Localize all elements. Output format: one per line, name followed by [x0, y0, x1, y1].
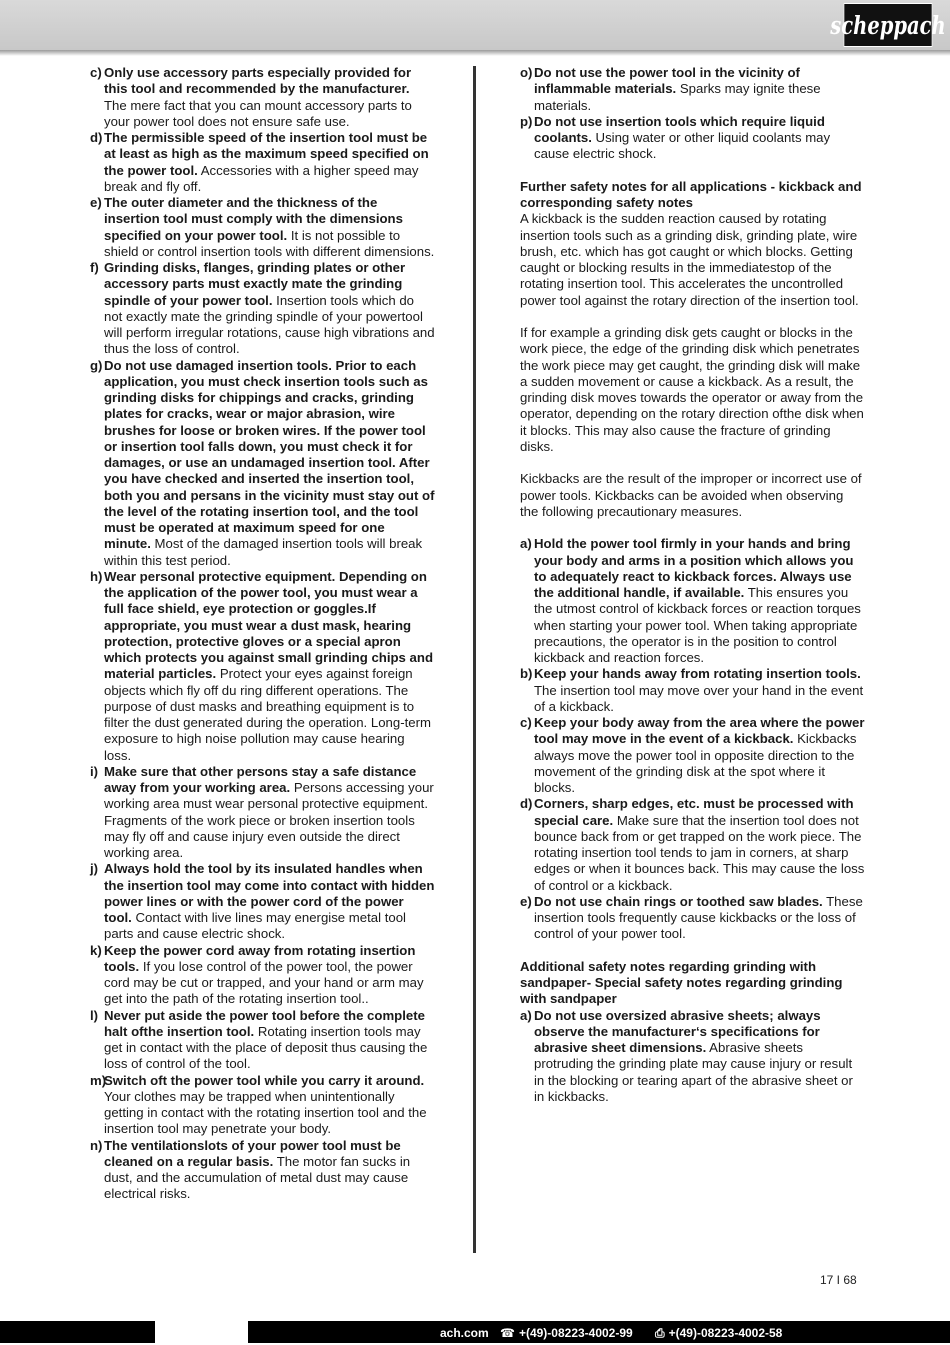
- item-label: c): [90, 65, 102, 80]
- item-text: The insertion tool may move over your hand in the event of a kickback.: [534, 682, 864, 714]
- item-label: a): [520, 1007, 532, 1023]
- safety-item: [90, 65, 435, 130]
- safety-item: [90, 1073, 435, 1138]
- item-bold-text: Never put aside the power tool before the complete halt ofthe insertion tool.: [104, 1007, 425, 1039]
- item-bold-text: Wear personal protective equipment. Depending on the application of the power tool, you must wear a full face shield, eye protection or goggles.If appropriate, you must wear a dust mask, hearing protection, protective gloves or a special apron which protects you against small grinding chips and material particles.: [104, 568, 434, 682]
- item-label: i): [90, 763, 99, 779]
- footer-fax-number: +(49)-08223-4002-58: [668, 1326, 783, 1340]
- item-body: [104, 1008, 435, 1073]
- item-body: [534, 114, 865, 163]
- phone-icon: ☎: [500, 1326, 515, 1340]
- item-bold-text: The ventilationslots of your power tool must be cleaned on a regular basis.: [104, 1137, 401, 1169]
- item-text: Rotating insertion tools may get in contact with the place of deposit thus causing the loss of control of the tool.: [104, 1023, 428, 1072]
- item-bold-text: The permissible speed of the insertion tool must be at least as high as the maximum speed specified on the power tool.: [104, 130, 429, 178]
- item-label: a): [520, 536, 532, 552]
- item-bold-text: Keep the power cord away from rotating insertion tools.: [104, 942, 416, 974]
- item-body: [104, 65, 435, 130]
- column-divider: [473, 66, 476, 1253]
- safety-item: [520, 666, 865, 715]
- item-text: Most of the damaged insertion tools will break within this test period.: [104, 536, 423, 568]
- item-label: f): [90, 260, 99, 275]
- item-text: Your clothes may be trapped when unintentionally getting in contact with the rotating insertion tool and the insertion tool may penetrate your body.: [104, 1088, 427, 1137]
- item-body: [104, 861, 435, 942]
- item-text: Accessories with a higher speed may break and fly off.: [104, 162, 419, 194]
- item-bold-text: Do not use insertion tools which require liquid coolants.: [534, 113, 825, 145]
- safety-item: [90, 1008, 435, 1073]
- header-shadow: [0, 50, 950, 56]
- item-bold-text: Make sure that other persons stay a safe distance away from your working area.: [104, 763, 417, 795]
- item-text: This ensures you the utmost control of kickback forces or reaction torques when starting your power tool. When taking appropriate precautions, the operator is in the position to control kickback and reaction forces.: [534, 585, 861, 665]
- item-body: [104, 260, 435, 358]
- fax-icon: ⎙: [655, 1326, 665, 1340]
- item-text: Using water or other liquid coolants may cause electric shock.: [534, 130, 831, 162]
- kickback-paragraph-1: A kickback is the sudden reaction caused by rotating insertion tools such as a grinding disk, grinding plate, wire brush, etc. which has got caught or which blocks. Getting caught or blocking results in the immediatestop of the rotating insertion tool. This accelerates the uncontrolled power tool against the rotary direction of the insertion tool.: [520, 211, 859, 308]
- safety-item: [90, 195, 435, 260]
- safety-item: [520, 796, 865, 894]
- item-label: j): [90, 861, 99, 877]
- item-body: [104, 195, 435, 260]
- item-body: [104, 943, 435, 1008]
- item-label: e): [520, 893, 532, 909]
- item-text: Insertion tools which do not exactly mate the grinding spindle of your powertool will perform irregular rotations, cause high vibrations and thus the loss of control.: [104, 292, 435, 357]
- item-body: [534, 65, 865, 114]
- kickback-paragraph-3: Kickbacks are the result of the improper or incorrect use of power tools. Kickbacks can be avoided when observing the following precautionary measures.: [520, 471, 862, 519]
- kickback-heading: Further safety notes for all applications - kickback and corresponding safety notes: [520, 178, 862, 210]
- item-label: o): [520, 65, 533, 80]
- item-body: [104, 130, 435, 195]
- item-label: g): [90, 357, 103, 373]
- safety-item: [90, 861, 435, 942]
- item-body: [534, 1008, 865, 1106]
- safety-item: [520, 65, 865, 114]
- safety-item: [520, 1008, 865, 1106]
- item-bold-text: Do not use damaged insertion tools. Prior to each application, you must check insertion tools such as grinding disks for chippings and cracks, grinding plates for cracks, wear or major abrasion, wire brushes for loose or broken wires. If the power tool or insertion tool falls down, you must check it for damages, or use an undamaged insertion tool. After you have checked and inserted the insertion tool, both you and persans in the vicinity must stay out of the level of the rotating insertion tool, and the tool must be operated at maximum speed for one minute.: [104, 357, 435, 552]
- item-label: k): [90, 942, 102, 958]
- item-bold-text: Do not use the power tool in the vicinity of inflammable materials.: [534, 65, 800, 97]
- item-text: Kickbacks always move the power tool in opposite direction to the movement of the grinding disk at the spot where it blocks.: [534, 731, 857, 795]
- safety-item: [90, 130, 435, 195]
- safety-item: [90, 358, 435, 569]
- item-label: p): [520, 113, 533, 129]
- item-label: d): [90, 130, 103, 145]
- item-label: e): [90, 195, 102, 210]
- kickback-paragraph-2: If for example a grinding disk gets caught or blocks in the work piece, the edge of the grinding disk which penetrates the work piece may get caught, the grinding disk will make a sudden movement or cause a kickback. As a result, the grinding disk moves towards the operator or away from the operator, depending on the rotary direction ofthe disk when it blocks. This may also cause the fracture of grinding disks.: [520, 325, 864, 454]
- sandpaper-heading: Additional safety notes regarding grinding with sandpaper- Special safety notes regarding grinding with sandpaper: [520, 958, 843, 1007]
- safety-item: [520, 894, 865, 943]
- item-body: [534, 666, 865, 715]
- item-text: The mere fact that you can mount accessory parts to your power tool does not ensure safe use.: [104, 97, 412, 129]
- item-body: [534, 796, 865, 894]
- item-body: [104, 1073, 435, 1138]
- item-bold-text: Keep your body away from the area where the power tool may move in the event of a kickback.: [534, 715, 865, 747]
- safety-item: [90, 764, 435, 862]
- item-bold-text: Only use accessory parts especially provided for this tool and recommended by the manufacturer.: [104, 65, 412, 97]
- item-bold-text: Do not use chain rings or toothed saw blades.: [534, 893, 823, 909]
- item-bold-text: Corners, sharp edges, etc. must be processed with special care.: [534, 796, 854, 828]
- header-band: [0, 0, 950, 50]
- item-label: l): [90, 1007, 99, 1023]
- item-text: Protect your eyes against foreign objects which fly off du ring different operations. The purpose of dust masks and breathing equipment is to filter the dust generated during the operation. Long-term exposure to high noise pollution may cause hearing loss.: [104, 666, 431, 763]
- item-body: [104, 764, 435, 862]
- footer-phone-number: +(49)-08223-4002-99: [518, 1326, 633, 1340]
- safety-item: [520, 536, 865, 666]
- item-bold-text: Do not use oversized abrasive sheets; always observe the manufacturer‘s specifications for abrasive sheet dimensions.: [534, 1007, 821, 1055]
- item-text: Sparks may ignite these materials.: [534, 81, 821, 113]
- item-text: Make sure that the insertion tool does not bounce back from or get trapped on the work piece. The rotating insertion tool tends to jam in corners, at sharp edges or when it bounces back. This may cause the loss of control or a kickback.: [534, 812, 865, 893]
- item-text: Abrasive sheets protruding the grinding plate may cause injury or result in the blocking or tearing apart of the abrasive sheet or in kickbacks.: [534, 1040, 853, 1104]
- brand-logo: scheppach: [844, 3, 933, 47]
- item-text: Persons accessing your working area must wear personal protective equipment. Fragments of the work piece or broken insertion tools may fly off and cause injury even outside the direct working area.: [104, 780, 434, 860]
- item-label: h): [90, 568, 103, 584]
- item-bold-text: Keep your hands away from rotating insertion tools.: [534, 666, 861, 682]
- safety-item: [90, 569, 435, 764]
- item-label: b): [520, 666, 533, 682]
- item-body: [534, 894, 865, 943]
- safety-item: [90, 1138, 435, 1203]
- safety-item: [90, 260, 435, 358]
- item-text: Contact with live lines may energise metal tool parts and cause electric shock.: [104, 910, 406, 942]
- item-body: [104, 1138, 435, 1203]
- right-column: [520, 65, 865, 1105]
- footer-phone: [500, 1326, 633, 1340]
- footer-website: ach.com: [440, 1326, 489, 1340]
- item-text: If you lose control of the power tool, the power cord may be cut or trapped, and your hand or arm may get into the path of the rotating insertion tool..: [104, 958, 424, 1007]
- safety-item: [520, 715, 865, 796]
- footer-white-block: [155, 1321, 248, 1343]
- item-body: [104, 569, 435, 764]
- item-label: m): [90, 1072, 107, 1088]
- item-text: These insertion tools frequently cause kickbacks or the loss of control of your power tool.: [534, 893, 863, 942]
- item-bold-text: Grinding disks, flanges, grinding plates or other accessory parts must exactly mate the grinding spindle of your power tool.: [104, 260, 406, 308]
- item-body: [534, 715, 865, 796]
- left-column: [90, 65, 435, 1203]
- item-bold-text: Always hold the tool by its insulated handles when the insertion tool may come into contact with hidden power lines or with the power cord of the power tool.: [104, 861, 435, 925]
- item-text: It is not possible to shield or control insertion tools with different dimensions.: [104, 227, 435, 259]
- item-body: [104, 358, 435, 569]
- safety-item: [90, 943, 435, 1008]
- item-label: c): [520, 715, 532, 730]
- item-bold-text: Hold the power tool firmly in your hands and bring your body and arms in a position which allows you to adequately react to kickback forces. Always use the additional handle, if available.: [534, 536, 854, 600]
- footer-fax: [655, 1326, 782, 1341]
- item-label: d): [520, 796, 533, 812]
- item-bold-text: Switch oft the power tool while you carry it around.: [104, 1072, 425, 1088]
- item-body: [534, 536, 865, 666]
- page-number: 17 I 68: [820, 1273, 857, 1287]
- item-label: n): [90, 1137, 103, 1153]
- item-text: The motor fan sucks in dust, and the accumulation of metal dust may cause electrical risks.: [104, 1153, 411, 1202]
- item-bold-text: The outer diameter and the thickness of the insertion tool must comply with the dimensions specified on your power tool.: [104, 195, 403, 243]
- safety-item: [520, 114, 865, 163]
